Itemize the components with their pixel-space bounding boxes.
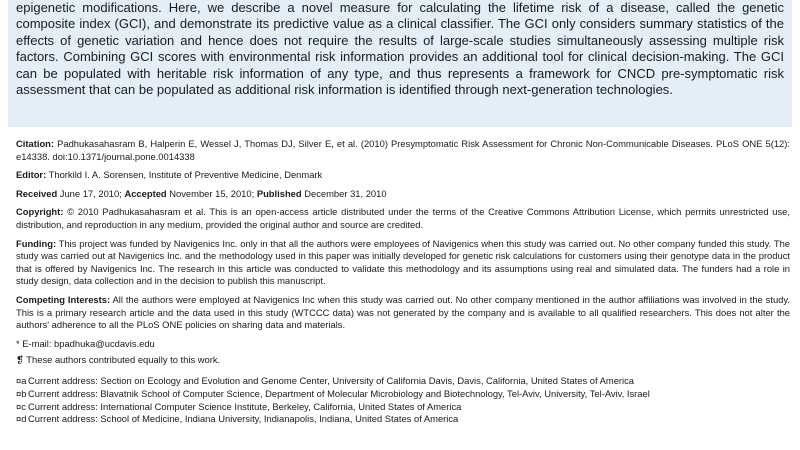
equal-contribution-symbol: ❡ (16, 354, 24, 366)
competing-label: Competing Interests: (16, 293, 111, 305)
email-text: * E-mail: bpadhuka@ucdavis.edu (16, 337, 155, 349)
address-symbol: ¤c (16, 400, 26, 412)
address-text: Current address: International Computer Science Institute, Berkeley, California, United States of America (28, 400, 462, 412)
citation-label: Citation: (16, 138, 55, 149)
citation (16, 138, 790, 163)
email-footnote (16, 338, 790, 351)
address-symbol: ¤a (16, 374, 27, 386)
address-text: Current address: School of Medicine, Indiana University, Indianapolis, Indiana, United States of America (28, 413, 459, 425)
equal-contribution-text: These authors contributed equally to this work. (26, 354, 221, 366)
received-date: June 17, 2010; (59, 187, 122, 199)
address-text: Current address: Blavatnik School of Computer Science, Department of Molecular Microbiology and Biotechnology, Tel-Aviv, University, Tel-Aviv, Israel (28, 387, 650, 399)
address-b (16, 388, 790, 401)
editor-label: Editor: (16, 169, 47, 181)
equal-contribution-footnote (16, 354, 790, 367)
competing-text: All the authors were employed at Navigenics Inc when this study was carried out. No other company mentioned in the author affiliations was involved in the study. This is a primary research article and the data used in this study (WTCCC data) was not generated by the company and is available to all qualified researchers. This does not alter the authors' adherence to all the PLoS ONE policies on sharing data and materials. (16, 293, 790, 331)
address-symbol: ¤b (16, 387, 27, 399)
editor (16, 169, 790, 182)
copyright (16, 206, 790, 231)
accepted-date: November 15, 2010; (169, 187, 255, 199)
funding-text: This project was funded by Navigenics Inc. only in that all the authors were employees of Navigenics when this study was carried out. No other company funded this study. The study was carried out at Navigenics Inc. and the methodology used in this paper was initially developed for genetic risk calculations for customers using their genotype data in the product that is offered by Navigenics Inc. The research in this article was conducted to validate this methodology and its assumptions using real and simulated data. The funders had a role in study design, data collection and in the decision to publish this manuscript. (16, 237, 791, 287)
address-text: Current address: Section on Ecology and Evolution and Genome Center, University of California Davis, Davis, California, United States of America (28, 374, 635, 386)
article-metadata (16, 138, 790, 426)
address-d (16, 413, 790, 426)
funding (16, 238, 790, 288)
address-c (16, 401, 790, 414)
abstract-text: epigenetic modifications. Here, we describe a novel measure for calculating the lifetime risk of a disease, called the genetic composite index (GCI), and demonstrate its predictive value as a clinical classifier. The GCI only considers summary statistics of the effects of genetic variation and hence does not require the results of large-scale studies simultaneously assessing multiple risk factors. Combining GCI scores with environmental risk information provides an additional tool for clinical decision-making. The GCI can be populated with heritable risk information of any type, and thus represents a framework for CNCD pre-symptomatic risk assessment that can be populated as additional risk information is identified through next-generation technologies. (16, 0, 784, 98)
funding-label: Funding: (16, 237, 57, 249)
citation-text: Padhukasahasram B, Halperin E, Wessel J, Thomas DJ, Silver E, et al. (2010) Presymptomatic Risk Assessment for Chronic Non-Communicable Diseases. PLoS ONE 5(12): e14338. doi:10.1371/journal.pone.0014338 (16, 138, 790, 162)
received-label: Received (16, 187, 58, 199)
copyright-label: Copyright: (16, 206, 64, 218)
dates (16, 188, 790, 201)
address-symbol: ¤d (16, 413, 27, 425)
address-a (16, 375, 790, 388)
accepted-label: Accepted (124, 187, 167, 199)
copyright-text: © 2010 Padhukasahasram et al. This is an open-access article distributed under the terms of the Creative Commons Attribution License, which permits unrestricted use, distribution, and reproduction in any medium, provided the original author and source are credited. (16, 206, 790, 230)
editor-text: Thorkild I. A. Sorensen, Institute of Preventive Medicine, Denmark (48, 169, 323, 181)
published-label: Published (256, 187, 302, 199)
competing-interests (16, 294, 790, 332)
published-date: December 31, 2010 (304, 187, 387, 199)
